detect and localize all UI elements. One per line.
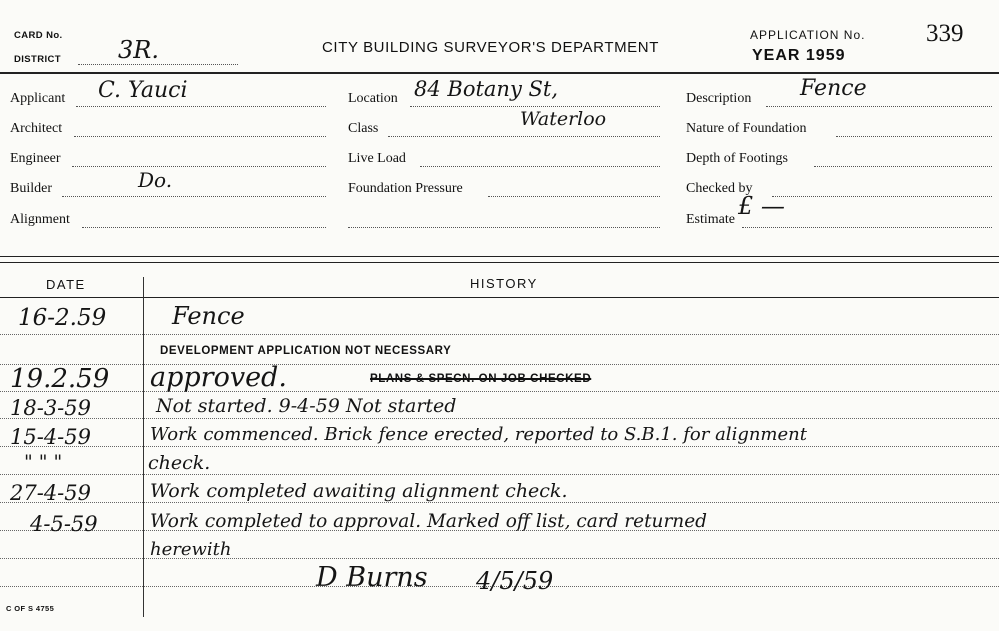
builder-label: Builder	[10, 181, 52, 196]
history-header-rule	[0, 297, 999, 298]
builder-line	[62, 196, 326, 197]
section-rule-top	[0, 256, 999, 257]
applicant-line	[76, 106, 326, 107]
date-column-divider	[143, 277, 144, 617]
history-text: approved.	[150, 362, 287, 393]
history-date: 16-2.59	[18, 305, 107, 331]
live-load-line	[420, 166, 660, 167]
history-date: " " "	[24, 451, 63, 473]
year-label: YEAR 1959	[752, 47, 846, 64]
application-label: APPLICATION No.	[750, 28, 866, 42]
foundation-pressure-line	[488, 196, 660, 197]
ruled-line	[0, 418, 999, 419]
ruled-line	[0, 474, 999, 475]
description-label: Description	[686, 91, 752, 106]
location-value-2: Waterloo	[520, 108, 607, 130]
district-value: 3R.	[118, 36, 159, 64]
nature-line	[836, 136, 992, 137]
col2-blank-line	[348, 227, 660, 228]
description-line	[766, 106, 992, 107]
ruled-line	[0, 502, 999, 503]
applicant-label: Applicant	[10, 91, 66, 106]
history-text: check.	[148, 452, 211, 474]
district-line	[78, 64, 238, 65]
checked-by-label: Checked by	[686, 181, 753, 196]
alignment-label: Alignment	[10, 212, 70, 227]
history-text: Work commenced. Brick fence erected, reported to S.B.1. for alignment	[150, 424, 807, 445]
foundation-pressure-label: Foundation Pressure	[348, 181, 463, 196]
development-stamp: DEVELOPMENT APPLICATION NOT NECESSARY	[160, 345, 452, 357]
nature-of-foundation-label: Nature of Foundation	[686, 121, 807, 136]
depth-of-footings-label: Depth of Footings	[686, 151, 788, 166]
description-value: Fence	[800, 76, 867, 101]
plans-checked-stamp-struck: PLANS & SPECN. ON JOB CHECKED	[370, 373, 592, 385]
location-line	[410, 106, 660, 107]
live-load-label: Live Load	[348, 151, 406, 166]
history-date: 15-4-59	[10, 425, 91, 449]
estimate-line	[742, 227, 992, 228]
ruled-line	[0, 334, 999, 335]
architect-line	[74, 136, 326, 137]
estimate-value: £ —	[738, 192, 785, 220]
history-text: Not started. 9-4-59 Not started	[156, 395, 457, 417]
form-code: C OF S 4755	[6, 604, 55, 613]
header-rule	[0, 72, 999, 74]
ruled-line	[0, 446, 999, 447]
class-label: Class	[348, 121, 379, 136]
architect-label: Architect	[10, 121, 63, 136]
signature: D Burns	[316, 562, 428, 593]
builder-value: Do.	[138, 168, 173, 192]
history-date: 18-3-59	[10, 396, 91, 420]
estimate-label: Estimate	[686, 212, 735, 227]
class-line	[388, 136, 660, 137]
location-label: Location	[348, 91, 398, 106]
location-value: 84 Botany St,	[414, 77, 558, 101]
depth-line	[814, 166, 992, 167]
alignment-line	[82, 227, 326, 228]
history-text: herewith	[150, 539, 232, 560]
engineer-label: Engineer	[10, 151, 61, 166]
district-label: DISTRICT	[14, 54, 62, 65]
department-title: CITY BUILDING SURVEYOR'S DEPARTMENT	[322, 39, 659, 56]
signature-date: 4/5/59	[476, 567, 554, 595]
engineer-line	[72, 166, 326, 167]
card-no-label: CARD No.	[14, 30, 63, 41]
history-text: Work completed awaiting alignment check.	[150, 480, 568, 502]
history-date: 27-4-59	[10, 481, 91, 505]
application-number: 339	[926, 20, 964, 47]
date-column-header: DATE	[46, 277, 86, 292]
history-text: Fence	[172, 302, 245, 330]
history-text: Work completed to approval. Marked off list, card returned	[150, 511, 707, 532]
history-column-header: HISTORY	[470, 276, 538, 291]
checked-line	[772, 196, 992, 197]
section-rule-bottom	[0, 262, 999, 263]
history-date: 4-5-59	[30, 512, 98, 536]
history-date: 19.2.59	[10, 364, 110, 394]
applicant-value: C. Yauci	[98, 78, 188, 103]
